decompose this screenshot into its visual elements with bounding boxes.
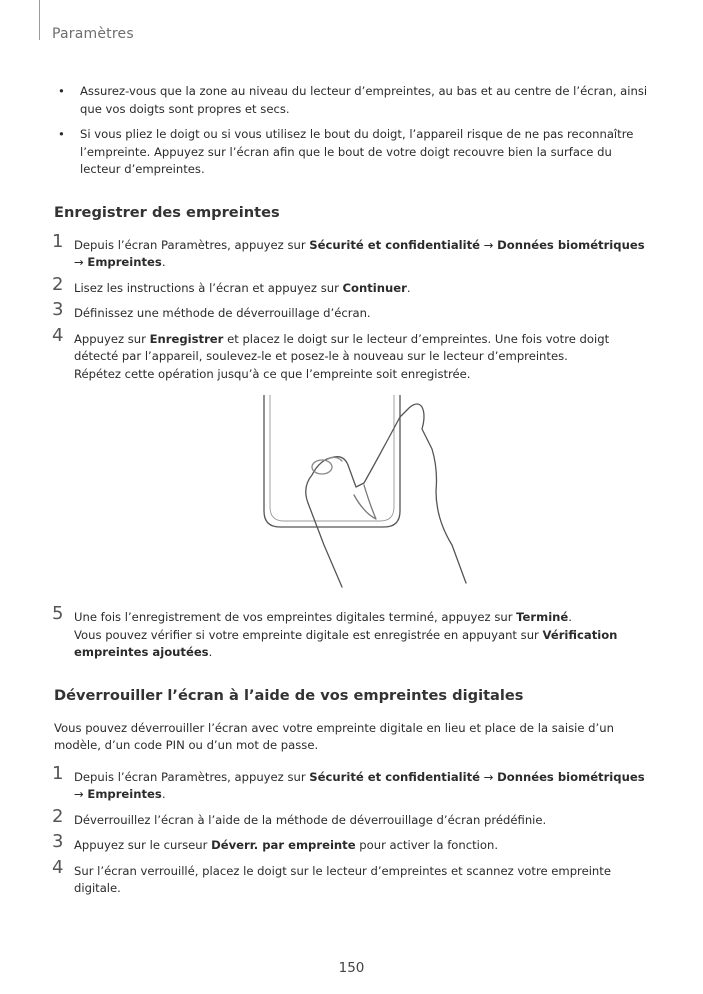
hand-outline	[306, 404, 466, 587]
continuer-label: Continuer	[342, 280, 407, 295]
step-text: Une fois l’enregistrement de vos empreintes digitales terminé, appuyez sur	[74, 610, 517, 624]
header-rule	[39, 0, 40, 40]
step-number: 2	[52, 805, 64, 827]
step-number: 4	[52, 856, 64, 878]
finger-crease	[328, 457, 342, 461]
step-text: pour activer la fonction.	[355, 838, 499, 852]
menu-path-empreintes: Empreintes	[87, 787, 162, 801]
step-1	[52, 762, 650, 804]
step-text: Depuis l’écran Paramètres, appuyez sur	[74, 237, 310, 252]
step-subtext: Répétez cette opération jusqu’à ce que l’empreinte soit enregistrée.	[74, 366, 471, 381]
step-number: 3	[52, 299, 64, 320]
list-item	[54, 126, 650, 179]
step-subtext	[74, 627, 650, 662]
step-number: 1	[52, 230, 64, 252]
step-text: Sur l’écran verrouillé, placez le doigt sur le lecteur d’empreintes et scannez votre empreinte digitale.	[74, 863, 611, 895]
enregistrer-label: Enregistrer	[149, 331, 224, 346]
section-intro: Vous pouvez déverrouiller l’écran avec votre empreinte digitale en lieu et place de la saisie d’un modèle, d’un code PIN ou d’un mot de passe.	[54, 720, 614, 752]
verification-label: Vérification empreintes ajoutées	[74, 627, 618, 659]
step-number: 2	[52, 273, 64, 295]
arrow-separator: →	[480, 769, 498, 784]
step-text: .	[568, 610, 572, 624]
step-2	[52, 273, 650, 298]
step-number: 5	[52, 603, 64, 624]
step-4	[52, 856, 650, 898]
bullet-dot: •	[58, 127, 65, 141]
menu-path-biometrie: Données biométriques	[497, 237, 645, 252]
step-5	[52, 603, 650, 662]
step-text: .	[161, 787, 166, 801]
page-header: Paramètres	[52, 26, 134, 42]
list-item	[54, 83, 650, 118]
step-number: 3	[52, 831, 64, 852]
page-number: 150	[338, 960, 365, 976]
step-text: Lisez les instructions à l’écran et appuyez sur	[74, 280, 343, 295]
step-2	[52, 805, 650, 830]
arrow-separator: →	[74, 787, 88, 801]
arrow-separator: →	[74, 255, 88, 269]
bullet-text: Assurez-vous que la zone au niveau du lecteur d’empreintes, au bas et au centre de l’écran, ainsi que vos doigts sont propres et secs.	[80, 84, 648, 116]
arrow-separator: →	[480, 237, 498, 252]
step-text: Appuyez sur le curseur	[74, 838, 212, 852]
step-text: .	[406, 280, 411, 295]
hand-on-phone-illustration	[204, 395, 504, 595]
step-text: Déverrouillez l’écran à l’aide de la méthode de déverrouillage d’écran prédéfinie.	[74, 812, 547, 827]
thumb-fold	[354, 485, 376, 519]
menu-path-empreintes: Empreintes	[87, 255, 162, 269]
step-text: Définissez une méthode de déverrouillage d’écran.	[74, 306, 371, 320]
step-number: 1	[52, 762, 64, 784]
menu-path-securite: Sécurité et confidentialité	[309, 769, 481, 784]
menu-path-biometrie: Données biométriques	[497, 769, 645, 784]
step-3	[52, 299, 650, 323]
bullet-text: Si vous pliez le doigt ou si vous utilisez le bout du doigt, l’appareil risque de ne pas reconnaître l’empreinte. Appuyez sur l’écran afin que le bout de votre doigt recouvre bien la surface du lecteur d’empreintes.	[80, 127, 634, 176]
fingerprint-illustration	[54, 395, 650, 595]
deverr-empreinte-label: Déverr. par empreinte	[211, 838, 356, 852]
section-title-deverrouiller: Déverrouiller l’écran à l’aide de vos empreintes digitales	[54, 686, 524, 704]
menu-path-securite: Sécurité et confidentialité	[309, 237, 481, 252]
page-content	[54, 83, 650, 906]
step-text: Depuis l’écran Paramètres, appuyez sur	[74, 769, 310, 784]
step-text: Appuyez sur	[74, 331, 150, 346]
step-4	[52, 324, 650, 384]
termine-label: Terminé	[516, 610, 569, 624]
step-1	[52, 230, 650, 272]
step-text: et placez le doigt sur le lecteur d’empreintes. Une fois votre doigt détecté par l’appareil, soulevez-le et posez-le à nouveau sur le lecteur d’empreintes.	[74, 331, 610, 363]
step-number: 4	[52, 324, 64, 346]
phone-outline	[264, 395, 400, 527]
step-text: .	[208, 645, 213, 659]
step-3	[52, 831, 650, 855]
bullet-dot: •	[58, 84, 65, 98]
step-text: Vous pouvez vérifier si votre empreinte digitale est enregistrée en appuyant sur	[74, 627, 543, 642]
section-title-enregistrer: Enregistrer des empreintes	[54, 203, 280, 221]
step-text: .	[161, 255, 166, 269]
